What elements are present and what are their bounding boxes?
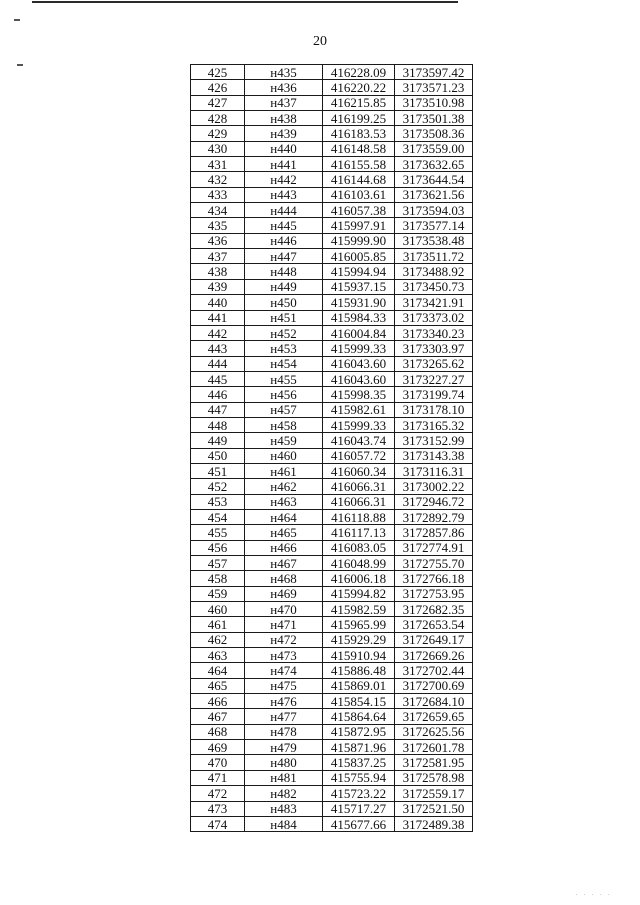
- y-coordinate-cell: 3172755.70: [395, 556, 473, 571]
- point-label-cell: н460: [245, 448, 323, 463]
- point-label-cell: н442: [245, 172, 323, 187]
- row-number-cell: 464: [191, 663, 245, 678]
- point-label-cell: н446: [245, 233, 323, 248]
- row-number-cell: 453: [191, 494, 245, 509]
- row-number-cell: 430: [191, 141, 245, 156]
- row-number-cell: 442: [191, 325, 245, 340]
- x-coordinate-cell: 415999.90: [323, 233, 395, 248]
- x-coordinate-cell: 415677.66: [323, 816, 395, 831]
- x-coordinate-cell: 416215.85: [323, 95, 395, 110]
- point-label-cell: н464: [245, 509, 323, 524]
- table-row: [191, 310, 473, 325]
- x-coordinate-cell: 415994.94: [323, 264, 395, 279]
- x-coordinate-cell: 415864.64: [323, 709, 395, 724]
- y-coordinate-cell: 3172559.17: [395, 786, 473, 801]
- point-label-cell: н463: [245, 494, 323, 509]
- table-row: [191, 249, 473, 264]
- table-row: [191, 402, 473, 417]
- y-coordinate-cell: 3173577.14: [395, 218, 473, 233]
- y-coordinate-cell: 3173116.31: [395, 463, 473, 478]
- row-number-cell: 456: [191, 540, 245, 555]
- row-number-cell: 444: [191, 356, 245, 371]
- point-label-cell: н462: [245, 479, 323, 494]
- point-label-cell: н458: [245, 417, 323, 432]
- row-number-cell: 468: [191, 724, 245, 739]
- row-number-cell: 431: [191, 157, 245, 172]
- table-row: [191, 264, 473, 279]
- x-coordinate-cell: 415998.35: [323, 387, 395, 402]
- row-number-cell: 427: [191, 95, 245, 110]
- x-coordinate-cell: 416006.18: [323, 571, 395, 586]
- row-number-cell: 437: [191, 249, 245, 264]
- row-number-cell: 467: [191, 709, 245, 724]
- table-row: [191, 755, 473, 770]
- x-coordinate-cell: 416005.85: [323, 249, 395, 264]
- point-label-cell: н455: [245, 371, 323, 386]
- table-row: [191, 233, 473, 248]
- x-coordinate-cell: 416199.25: [323, 111, 395, 126]
- y-coordinate-cell: 3172601.78: [395, 740, 473, 755]
- y-coordinate-cell: 3173559.00: [395, 141, 473, 156]
- point-label-cell: н443: [245, 187, 323, 202]
- table-row: [191, 571, 473, 586]
- row-number-cell: 436: [191, 233, 245, 248]
- x-coordinate-cell: 416103.61: [323, 187, 395, 202]
- x-coordinate-cell: 415854.15: [323, 694, 395, 709]
- table-row: [191, 648, 473, 663]
- table-row: [191, 111, 473, 126]
- point-label-cell: н468: [245, 571, 323, 586]
- table-row: [191, 65, 473, 80]
- point-label-cell: н476: [245, 694, 323, 709]
- x-coordinate-cell: 415937.15: [323, 279, 395, 294]
- point-label-cell: н481: [245, 770, 323, 785]
- table-row: [191, 433, 473, 448]
- row-number-cell: 458: [191, 571, 245, 586]
- table-row: [191, 770, 473, 785]
- point-label-cell: н483: [245, 801, 323, 816]
- x-coordinate-cell: 416118.88: [323, 509, 395, 524]
- table-row: [191, 356, 473, 371]
- point-label-cell: н465: [245, 525, 323, 540]
- point-label-cell: н475: [245, 678, 323, 693]
- point-label-cell: н472: [245, 632, 323, 647]
- row-number-cell: 432: [191, 172, 245, 187]
- y-coordinate-cell: 3172946.72: [395, 494, 473, 509]
- x-coordinate-cell: 415886.48: [323, 663, 395, 678]
- table-row: [191, 279, 473, 294]
- x-coordinate-cell: 416066.31: [323, 494, 395, 509]
- x-coordinate-cell: 416060.34: [323, 463, 395, 478]
- y-coordinate-cell: 3173632.65: [395, 157, 473, 172]
- point-label-cell: н452: [245, 325, 323, 340]
- y-coordinate-cell: 3172521.50: [395, 801, 473, 816]
- table-row: [191, 387, 473, 402]
- row-number-cell: 452: [191, 479, 245, 494]
- y-coordinate-cell: 3172659.65: [395, 709, 473, 724]
- point-label-cell: н482: [245, 786, 323, 801]
- y-coordinate-cell: 3173594.03: [395, 203, 473, 218]
- row-number-cell: 433: [191, 187, 245, 202]
- row-number-cell: 471: [191, 770, 245, 785]
- x-coordinate-cell: 416004.84: [323, 325, 395, 340]
- table-row: [191, 141, 473, 156]
- x-coordinate-cell: 416183.53: [323, 126, 395, 141]
- margin-mark: [14, 19, 20, 21]
- point-label-cell: н474: [245, 663, 323, 678]
- row-number-cell: 441: [191, 310, 245, 325]
- row-number-cell: 447: [191, 402, 245, 417]
- point-label-cell: н459: [245, 433, 323, 448]
- row-number-cell: 435: [191, 218, 245, 233]
- y-coordinate-cell: 3173199.74: [395, 387, 473, 402]
- table-row: [191, 371, 473, 386]
- row-number-cell: 425: [191, 65, 245, 80]
- point-label-cell: н450: [245, 295, 323, 310]
- point-label-cell: н484: [245, 816, 323, 831]
- table-row: [191, 509, 473, 524]
- y-coordinate-cell: 3172753.95: [395, 586, 473, 601]
- table-row: [191, 126, 473, 141]
- table-row: [191, 709, 473, 724]
- y-coordinate-cell: 3172649.17: [395, 632, 473, 647]
- y-coordinate-cell: 3173143.38: [395, 448, 473, 463]
- margin-mark: [17, 64, 23, 66]
- x-coordinate-cell: 415994.82: [323, 586, 395, 601]
- point-label-cell: н471: [245, 617, 323, 632]
- x-coordinate-cell: 415982.59: [323, 602, 395, 617]
- row-number-cell: 470: [191, 755, 245, 770]
- row-number-cell: 429: [191, 126, 245, 141]
- y-coordinate-cell: 3173265.62: [395, 356, 473, 371]
- x-coordinate-cell: 416228.09: [323, 65, 395, 80]
- table-row: [191, 295, 473, 310]
- row-number-cell: 463: [191, 648, 245, 663]
- point-label-cell: н478: [245, 724, 323, 739]
- row-number-cell: 461: [191, 617, 245, 632]
- row-number-cell: 446: [191, 387, 245, 402]
- x-coordinate-cell: 415929.29: [323, 632, 395, 647]
- y-coordinate-cell: 3173571.23: [395, 80, 473, 95]
- point-label-cell: н451: [245, 310, 323, 325]
- row-number-cell: 443: [191, 341, 245, 356]
- table-row: [191, 694, 473, 709]
- table-row: [191, 218, 473, 233]
- point-label-cell: н437: [245, 95, 323, 110]
- y-coordinate-cell: 3172766.18: [395, 571, 473, 586]
- table-row: [191, 341, 473, 356]
- table-row: [191, 80, 473, 95]
- x-coordinate-cell: 416144.68: [323, 172, 395, 187]
- y-coordinate-cell: 3173510.98: [395, 95, 473, 110]
- scan-artifact: · · · · ·: [575, 891, 612, 899]
- y-coordinate-cell: 3173450.73: [395, 279, 473, 294]
- table-row: [191, 172, 473, 187]
- y-coordinate-cell: 3173165.32: [395, 417, 473, 432]
- point-label-cell: н473: [245, 648, 323, 663]
- y-coordinate-cell: 3173621.56: [395, 187, 473, 202]
- row-number-cell: 440: [191, 295, 245, 310]
- row-number-cell: 439: [191, 279, 245, 294]
- x-coordinate-cell: 415871.96: [323, 740, 395, 755]
- row-number-cell: 434: [191, 203, 245, 218]
- point-label-cell: н438: [245, 111, 323, 126]
- y-coordinate-cell: 3173152.99: [395, 433, 473, 448]
- x-coordinate-cell: 415984.33: [323, 310, 395, 325]
- table-row: [191, 325, 473, 340]
- row-number-cell: 466: [191, 694, 245, 709]
- table-row: [191, 816, 473, 831]
- y-coordinate-cell: 3172857.86: [395, 525, 473, 540]
- y-coordinate-cell: 3173373.02: [395, 310, 473, 325]
- row-number-cell: 459: [191, 586, 245, 601]
- y-coordinate-cell: 3173644.54: [395, 172, 473, 187]
- table-row: [191, 801, 473, 816]
- y-coordinate-cell: 3172625.56: [395, 724, 473, 739]
- x-coordinate-cell: 416066.31: [323, 479, 395, 494]
- y-coordinate-cell: 3172774.91: [395, 540, 473, 555]
- page-number: 20: [313, 34, 327, 49]
- table-row: [191, 617, 473, 632]
- point-label-cell: н477: [245, 709, 323, 724]
- x-coordinate-cell: 416148.58: [323, 141, 395, 156]
- point-label-cell: н447: [245, 249, 323, 264]
- y-coordinate-cell: 3173511.72: [395, 249, 473, 264]
- x-coordinate-cell: 415723.22: [323, 786, 395, 801]
- point-label-cell: н467: [245, 556, 323, 571]
- y-coordinate-cell: 3173597.42: [395, 65, 473, 80]
- y-coordinate-cell: 3173508.36: [395, 126, 473, 141]
- point-label-cell: н461: [245, 463, 323, 478]
- table-row: [191, 187, 473, 202]
- y-coordinate-cell: 3172581.95: [395, 755, 473, 770]
- row-number-cell: 462: [191, 632, 245, 647]
- point-label-cell: н440: [245, 141, 323, 156]
- table-row: [191, 494, 473, 509]
- x-coordinate-cell: 415717.27: [323, 801, 395, 816]
- x-coordinate-cell: 416043.60: [323, 356, 395, 371]
- table-row: [191, 632, 473, 647]
- row-number-cell: 460: [191, 602, 245, 617]
- x-coordinate-cell: 415997.91: [323, 218, 395, 233]
- coordinates-table: [190, 64, 473, 832]
- point-label-cell: н449: [245, 279, 323, 294]
- x-coordinate-cell: 415869.01: [323, 678, 395, 693]
- point-label-cell: н480: [245, 755, 323, 770]
- point-label-cell: н444: [245, 203, 323, 218]
- row-number-cell: 465: [191, 678, 245, 693]
- y-coordinate-cell: 3173002.22: [395, 479, 473, 494]
- row-number-cell: 457: [191, 556, 245, 571]
- table-row: [191, 479, 473, 494]
- row-number-cell: 449: [191, 433, 245, 448]
- y-coordinate-cell: 3173303.97: [395, 341, 473, 356]
- table-row: [191, 586, 473, 601]
- point-label-cell: н448: [245, 264, 323, 279]
- x-coordinate-cell: 416057.38: [323, 203, 395, 218]
- y-coordinate-cell: 3173421.91: [395, 295, 473, 310]
- y-coordinate-cell: 3173538.48: [395, 233, 473, 248]
- table-row: [191, 463, 473, 478]
- x-coordinate-cell: 416117.13: [323, 525, 395, 540]
- x-coordinate-cell: 415982.61: [323, 402, 395, 417]
- point-label-cell: н479: [245, 740, 323, 755]
- point-label-cell: н466: [245, 540, 323, 555]
- row-number-cell: 451: [191, 463, 245, 478]
- point-label-cell: н454: [245, 356, 323, 371]
- x-coordinate-cell: 415910.94: [323, 648, 395, 663]
- row-number-cell: 438: [191, 264, 245, 279]
- x-coordinate-cell: 416043.74: [323, 433, 395, 448]
- y-coordinate-cell: 3172669.26: [395, 648, 473, 663]
- x-coordinate-cell: 415755.94: [323, 770, 395, 785]
- x-coordinate-cell: 415965.99: [323, 617, 395, 632]
- table-row: [191, 556, 473, 571]
- row-number-cell: 472: [191, 786, 245, 801]
- table-row: [191, 724, 473, 739]
- y-coordinate-cell: 3173501.38: [395, 111, 473, 126]
- y-coordinate-cell: 3172684.10: [395, 694, 473, 709]
- row-number-cell: 428: [191, 111, 245, 126]
- y-coordinate-cell: 3172653.54: [395, 617, 473, 632]
- table-row: [191, 540, 473, 555]
- point-label-cell: н441: [245, 157, 323, 172]
- point-label-cell: н457: [245, 402, 323, 417]
- y-coordinate-cell: 3172682.35: [395, 602, 473, 617]
- row-number-cell: 469: [191, 740, 245, 755]
- x-coordinate-cell: 416057.72: [323, 448, 395, 463]
- y-coordinate-cell: 3173340.23: [395, 325, 473, 340]
- table-row: [191, 157, 473, 172]
- y-coordinate-cell: 3172702.44: [395, 663, 473, 678]
- table-row: [191, 663, 473, 678]
- row-number-cell: 473: [191, 801, 245, 816]
- point-label-cell: н469: [245, 586, 323, 601]
- y-coordinate-cell: 3173178.10: [395, 402, 473, 417]
- top-rule: [32, 1, 458, 3]
- x-coordinate-cell: 416155.58: [323, 157, 395, 172]
- row-number-cell: 448: [191, 417, 245, 432]
- row-number-cell: 426: [191, 80, 245, 95]
- x-coordinate-cell: 415999.33: [323, 341, 395, 356]
- row-number-cell: 455: [191, 525, 245, 540]
- point-label-cell: н456: [245, 387, 323, 402]
- x-coordinate-cell: 416043.60: [323, 371, 395, 386]
- point-label-cell: н436: [245, 80, 323, 95]
- y-coordinate-cell: 3172700.69: [395, 678, 473, 693]
- table-row: [191, 602, 473, 617]
- y-coordinate-cell: 3173227.27: [395, 371, 473, 386]
- table-row: [191, 678, 473, 693]
- point-label-cell: н470: [245, 602, 323, 617]
- point-label-cell: н453: [245, 341, 323, 356]
- row-number-cell: 450: [191, 448, 245, 463]
- table-row: [191, 525, 473, 540]
- table-row: [191, 786, 473, 801]
- point-label-cell: н435: [245, 65, 323, 80]
- y-coordinate-cell: 3172489.38: [395, 816, 473, 831]
- x-coordinate-cell: 416220.22: [323, 80, 395, 95]
- x-coordinate-cell: 415837.25: [323, 755, 395, 770]
- y-coordinate-cell: 3172578.98: [395, 770, 473, 785]
- y-coordinate-cell: 3172892.79: [395, 509, 473, 524]
- x-coordinate-cell: 416048.99: [323, 556, 395, 571]
- x-coordinate-cell: 416083.05: [323, 540, 395, 555]
- x-coordinate-cell: 415931.90: [323, 295, 395, 310]
- table-row: [191, 740, 473, 755]
- x-coordinate-cell: 415999.33: [323, 417, 395, 432]
- x-coordinate-cell: 415872.95: [323, 724, 395, 739]
- row-number-cell: 454: [191, 509, 245, 524]
- table-row: [191, 203, 473, 218]
- row-number-cell: 445: [191, 371, 245, 386]
- point-label-cell: н439: [245, 126, 323, 141]
- table-row: [191, 95, 473, 110]
- table-row: [191, 417, 473, 432]
- y-coordinate-cell: 3173488.92: [395, 264, 473, 279]
- table-row: [191, 448, 473, 463]
- point-label-cell: н445: [245, 218, 323, 233]
- row-number-cell: 474: [191, 816, 245, 831]
- coordinates-table-body: [191, 65, 473, 832]
